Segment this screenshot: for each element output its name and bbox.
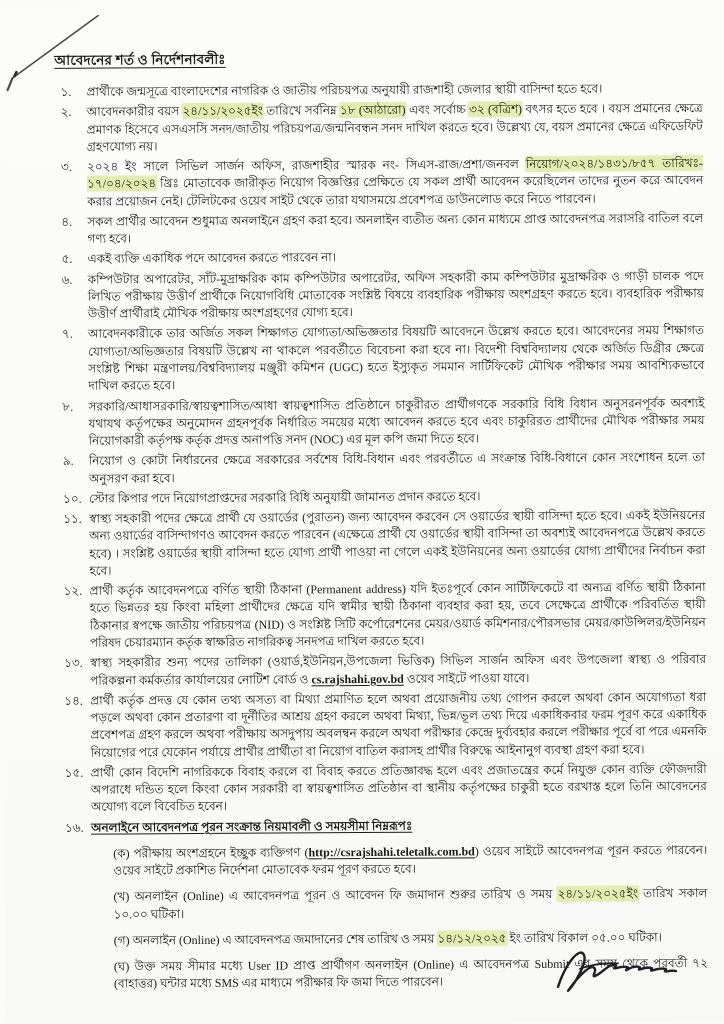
url-text: অনলাইনে আবেদনপত্র পূরন সংক্রান্ত নিয়মাবলী ও সময়সীমা নিম্নরূপঃ (91, 818, 413, 835)
highlighted-text: ৩২ (বত্রিশ) (469, 102, 523, 117)
item-text (89, 507, 705, 580)
text-segment: তারিখ সকাল ১০.০০ ঘটিকা। (113, 886, 708, 922)
text-segment: অনলাইন (Online) এ আবেদনপত্র পূরন ও আবেদন ফি জমাদান শুরুর তারিখ ও সময় (134, 887, 558, 904)
text-segment: বৎসর হতে হবে । বয়স প্রমানের ক্ষেত্রে প্রমাণক হিসেবে এসএসসি সনদ/জাতীয় পরিচয়পত্র/জন্মনিবন্ধন সনদ দাখিল করতে হবে। উল্লেখ্য যে, বয়স প্রমানের ক্ষেত্রে এফিডেফিট গ্রহণযোগ্য নয়। (86, 101, 703, 154)
highlighted-text: নিয়োগ/২০২৪/১৪৩১/৮৫৭ তারিখঃ- ১৭/০৪/২০২৪ (87, 155, 704, 192)
text-segment: স্বাস্থ্য সহকারী পদের ক্ষেত্রে প্রার্থী যে ওয়ার্ডের (পুরাতন) জন্য আবেদন করবেন সে ওয়ার্ডের স্থায়ী বাসিন্দা হতে হবে। একই ইউনিয়নের অন্য ওয়ার্ডের বাসিন্দাগণও আবেদন করতে পারবেন (এক্ষেত্রে প্রার্থী যে ওয়ার্ডের স্থায়ী বাসিন্দা তা অবশ্যই আবেদনপত্রে উল্লেখ করতে হবে) । সংশ্লিষ্ট ওয়ার্ডের স্থায়ী বাসিন্দা হতে যোগ্য প্রার্থী পাওয়া না গেলে একই ইউনিয়নের অন্য ওয়ার্ডের যোগ্য প্রার্থীদের নির্বাচন করা হবে। (89, 508, 706, 578)
item-text (87, 100, 703, 156)
item-text (90, 579, 706, 652)
list-item (57, 487, 705, 508)
item-number: ৩. (60, 159, 72, 174)
sub-item-label: (ক) (113, 846, 134, 861)
item-number: ১৫. (64, 765, 84, 780)
item-text (90, 651, 706, 689)
text-segment: এবং সর্বোচ্চ (405, 102, 470, 118)
text-segment: ) ওয়েব সাইটে আবেদনপত্র পূরন করতে পারবেন। ওয়েব সাইটে প্রকাশিত নির্দেশনা মোতাবেক ফরম পূরণ করতে হবে। (113, 842, 708, 878)
conditions-list (55, 80, 709, 994)
signature-icon (540, 934, 700, 1005)
item-number: ৪. (61, 214, 73, 229)
highlighted-text: ২৪/১১/২০২৫ইং (557, 886, 639, 902)
text-segment: খ্রিঃ মোতাবেক জারীকৃত নিয়োগ বিজ্ঞপ্তির প্রেক্ষিতে যে সকল প্রার্থী আবেদন করেছিলেন তাদের নুতন করে আবেদন করার প্রয়োজন নেই। টেলিটকের ওয়েব সাইট থেকে তারা যথাসময়ে প্রবেশপত্র ডাউনলোড করে নিতে পারবেন। (87, 173, 704, 209)
text-segment: নিয়োগ ও কোটা নির্ধারনের ক্ষেত্রে সরকারের সর্বশেষ বিধি-বিধান এবং পরবর্তীতে এ সংক্রান্ত বিধি-বিধানে কোন সংশোধন হলে তা অনুসরণ করা হবে। (88, 450, 705, 486)
item-number: ১. (60, 84, 72, 99)
item-number: ৬. (61, 272, 73, 287)
list-item (56, 322, 704, 395)
page-title: আবেদনের শর্ত ও নির্দেশনাবলীঃ (54, 51, 226, 68)
highlighted-text: ১৮ (আঠারো) (339, 103, 406, 118)
list-item (56, 394, 704, 450)
highlighted-text: ১৪/১২/২০২৫ (437, 931, 507, 946)
text-segment: ২০২৪ ইং সালে সিভিল সার্জন অফিস, রাজশাহীর স্মারক নং- সিএস-রাজ/প্রশা/জনবল (86, 157, 526, 174)
list-item (57, 507, 705, 580)
item-text (88, 268, 704, 324)
text-segment: সরকারি/আধাসরকারি/স্বায়ত্বশাসিত/আধা স্বায়ত্বশাসিত প্রতিষ্ঠানে চাকুরীরত প্রার্থীগণকে সরকারি বিধি বিধান অনুসরনপূর্বক অবশ্যই যথাযথ কর্তৃপক্ষের অনুমোদন গ্রহনপূর্বক নির্ধারিত সময়ের মধ্যে আবেদন করতে হবে এবং চাকুরিরত প্রার্থীদের মৌখিক পরীক্ষার সময় নিয়োগকারী কর্তৃপক্ষ কর্তৃক প্রদত্ত অনাপত্তি সনদ (NOC) এর মূল কপি জমা দিতে হবে। (88, 395, 705, 448)
list-item (55, 100, 703, 156)
highlighted-text: ২৪/১১/২০২৫ইং (182, 103, 263, 119)
text-segment: স্বাস্থ্য সহকারীর শুন্য পদের তালিকা (ওয়ার্ড,ইউনিয়ন,উপজেলা ভিত্তিক) সিভিল সার্জন অফিস এবং উপজেলা স্বাস্থ্য ও পরিবার পরিকল্পনা কর্মকর্তার কার্যালয়ের নোটিশ বোর্ড ও (90, 652, 707, 688)
item-text (91, 761, 707, 817)
text-segment: তারিখে সর্বনিম্ন (262, 103, 340, 118)
text-segment: পরীক্ষায় অংশগ্রহনে ইচ্ছুক ব্যক্তিগণ ( (133, 845, 309, 861)
item-number: ১২. (63, 583, 83, 599)
text-segment: সকল প্রার্থীর আবেদন শুধুমাত্র অনলাইনে গ্রহণ করা হবে। অনলাইন ব্যতীত অন্য কোন মাধ্যমে প্রাপ্ত আবেদনপত্র সরাসরি বাতিল বলে গণ্য হবে। (87, 210, 704, 246)
item-number: ১৬. (65, 820, 84, 835)
item-text (89, 487, 705, 508)
sub-item-label: (ঘ) (113, 959, 135, 974)
text-segment: প্রার্থী কোন বিদেশি নাগরিককে বিবাহ করলে বা বিবাহ করতে প্রতিজ্ঞাবদ্ধ হলে এবং প্রজাতন্ত্রের কর্মে নিযুক্ত কোন ব্যক্তি ফৌজদারী অপরাধে দন্ডিত হলে কিংবা কোন সরকারী বা স্বায়ত্বশাসিত প্রতিষ্ঠান বা স্থানীয় কর্তৃপক্ষের চাকুরী হতে বরখাস্ত হলে তিনি আবেদনের অযোগ্য বলে বিবেচিত হবেন। (90, 761, 707, 815)
list-item (59, 761, 707, 817)
item-text (88, 394, 704, 450)
text-segment: আবেদনকারীকে তার অর্জিত সকল শিক্ষাগত যোগ্যতা/অভিজ্ঞতার বিষয়টি আবেদনে উল্লেখ করতে হবে। আবেদনের সময় শিক্ষাগত যোগ্যতা/অভিজ্ঞতার বিষয়টি উল্লেখ না থাকলে পরবর্তীতে বিবেচনা করা হবে না। বিদেশী বিশ্ববিদ্যালয় থেকে অর্জিত ডিগ্রীর ক্ষেত্রে সংশ্লিষ্ট শিক্ষা মন্ত্রণালয়/বিশ্ববিদ্যালয় মঞ্জুরী কমিশন (UGC) হতে ইস্যুকৃত সমমান সার্টিফিকেট মৌখিক পরীক্ষার সময় আবশ্যিকভাবে দাখিল করতে হবে। (87, 323, 705, 393)
text-segment: ইং তারিখ বিকাল ০৫.০০ ঘটিকা। (506, 930, 662, 946)
document-content (54, 46, 708, 997)
list-item (56, 268, 704, 324)
item-number: ৯. (62, 454, 74, 469)
list-item (57, 449, 705, 487)
item-number: ১৩. (64, 655, 83, 671)
item-number: ১০. (62, 491, 82, 506)
text-segment: একই ব্যক্তি একাধিক পদে আবেদন করতে পারবেন না। (87, 250, 337, 267)
text-segment: কম্পিউটার অপারেটর, সাঁট-মুদ্রাক্ষরিক কাম কম্পিউটার অপারেটর, অফিস সহকারী কাম কম্পিউটার মুদ্রাক্ষরিক ও গাড়ী চালক পদে লিখিত পরীক্ষায় উত্তীর্ণ প্রার্থীকে নিয়োগবিধি মোতাবেক সংশ্লিষ্ট বিষয়ে ব্যবহারিক পরীক্ষায় অংশগ্রহণ করতে হবে। ব্যবহারিক পরীক্ষায় উত্তীর্ণ প্রার্থীরাই মৌখিক পরীক্ষায় অংশগ্রহণের যোগ্য হবে। (87, 268, 704, 321)
item-text (88, 322, 704, 395)
text-segment: আবেদনকারীর বয়স (86, 104, 183, 119)
sub-item-label: (খ) (113, 889, 135, 904)
text-segment: ওয়েব সাইটে পাওয়া যাবে। (403, 670, 530, 686)
text-segment: অনলাইন (Online) এ আবেদনপত্র জমাদানের শেষ তারিখ ও সময় (132, 931, 438, 948)
text-segment: উক্ত সময় সীমার মধ্যে User ID প্রাপ্ত প্রার্থীগণ অনলাইন (Online) এ আবেদনপত্র Submit এর সময় থেকে পরবর্তী ৭২ (বাহাত্তর) ঘন্টার মধ্যে SMS এর মাধ্যমে পরীক্ষার ফি জমা দিতে পারবেন। (113, 956, 708, 992)
item-number: ৮. (62, 399, 74, 414)
item-text (90, 689, 706, 762)
list-item (55, 80, 703, 101)
item-text (87, 210, 703, 248)
item-text (87, 80, 703, 101)
text-segment: প্রার্থী কর্তৃক আবেদনপত্রে বর্ণিত স্থায়ী ঠিকানা (Permanent address) যদি ইতঃপূর্বে কোন সার্টিফিকেটে বা অন্যত্র বর্ণিত স্থায়ী ঠিকানা হতে ভিন্নতর হয় কিংবা মহিলা প্রার্থীদের ক্ষেত্রে যদি স্বামীর স্থায়ী ঠিকানা ব্যবহার করা হয়, তবে সেক্ষেত্রে প্রার্থীকে পরিবর্তিত স্থায়ী ঠিকানার স্বপক্ষে জাতীয় পরিচয়পত্র (NID) ও সংশ্লিষ্ট সিটি কর্পোরেশনের মেয়র/ওয়ার্ড কমিশনার/পৌরসভার মেয়র/কাউন্সিলর/ইউনিয়ন পরিষদ চেয়ারম্যান কর্তৃক স্বাক্ষরিত নাগরিকত্ব সনদপত্র দাখিল করতে হবে। (89, 580, 706, 650)
sub-item (91, 885, 707, 923)
list-item (58, 579, 706, 652)
sub-item-label: (গ) (113, 933, 133, 948)
list-item (55, 155, 703, 211)
text-segment: প্রার্থীকে জন্মসূত্রে বাংলাদেশের নাগরিক ও জাতীয় পরিচয়পত্র অনুযায়ী রাজশাহী জেলার স্থায়ী বাসিন্দা হতে হবে। (86, 81, 603, 99)
list-item (58, 651, 706, 689)
item-text (87, 155, 703, 211)
list-item (55, 210, 703, 248)
item-number: ১১. (63, 511, 82, 526)
url-text: cs.rajshahi.gov.bd (311, 671, 404, 686)
url-text: http://csrajshahi.teletalk.com.bd (308, 844, 475, 860)
item-number: ২. (60, 105, 72, 120)
item-number: ৫. (61, 252, 73, 267)
item-number: ৭. (61, 327, 73, 342)
item-text (88, 247, 704, 268)
text-segment: স্টোর কিপার পদে নিয়োগপ্রাপ্তদের সরকারি বিধি অনুযায়ী জামানত প্রদান করতে হবে। (88, 489, 481, 506)
text-segment: প্রার্থী কর্তৃক প্রদত্ত যে কোন তথ্য অসত্য বা মিথ্যা প্রমাণিত হলে অথবা প্রয়োজনীয় তথ্য গোপন করলে অথবা কোন অযোগ্যতা ধরা পড়লে অথবা কোন প্রতারণা বা দূর্নীতির আশ্রয় গ্রহণ করলে অথবা মিথ্যা, ভিন্ন/ভূল তথ্য দিয়ে একাধিকবার ফরম পূরণ করে একাধিক প্রবেশপত্র গ্রহণ করলে অথবা পরীক্ষায় অসদুপায় অবলম্বন করলে অথবা পরীক্ষার কেন্দ্রে দুর্ব্যবহার করলে পরীক্ষার পূর্বে বা পরে এমনকি নিয়োগের পরে যেকোন পর্যায়ে প্রার্থীর প্রার্থীতা বা নিয়োগ বাতিল করাসহ প্রার্থীর বিরুদ্ধে আইনানুগ ব্যবস্থা গ্রহণ করা হবে। (90, 689, 707, 760)
list-item (58, 689, 706, 762)
item-number: ১৪. (64, 693, 83, 708)
sub-item (91, 842, 707, 880)
list-item (56, 247, 704, 268)
item-text (89, 449, 705, 487)
